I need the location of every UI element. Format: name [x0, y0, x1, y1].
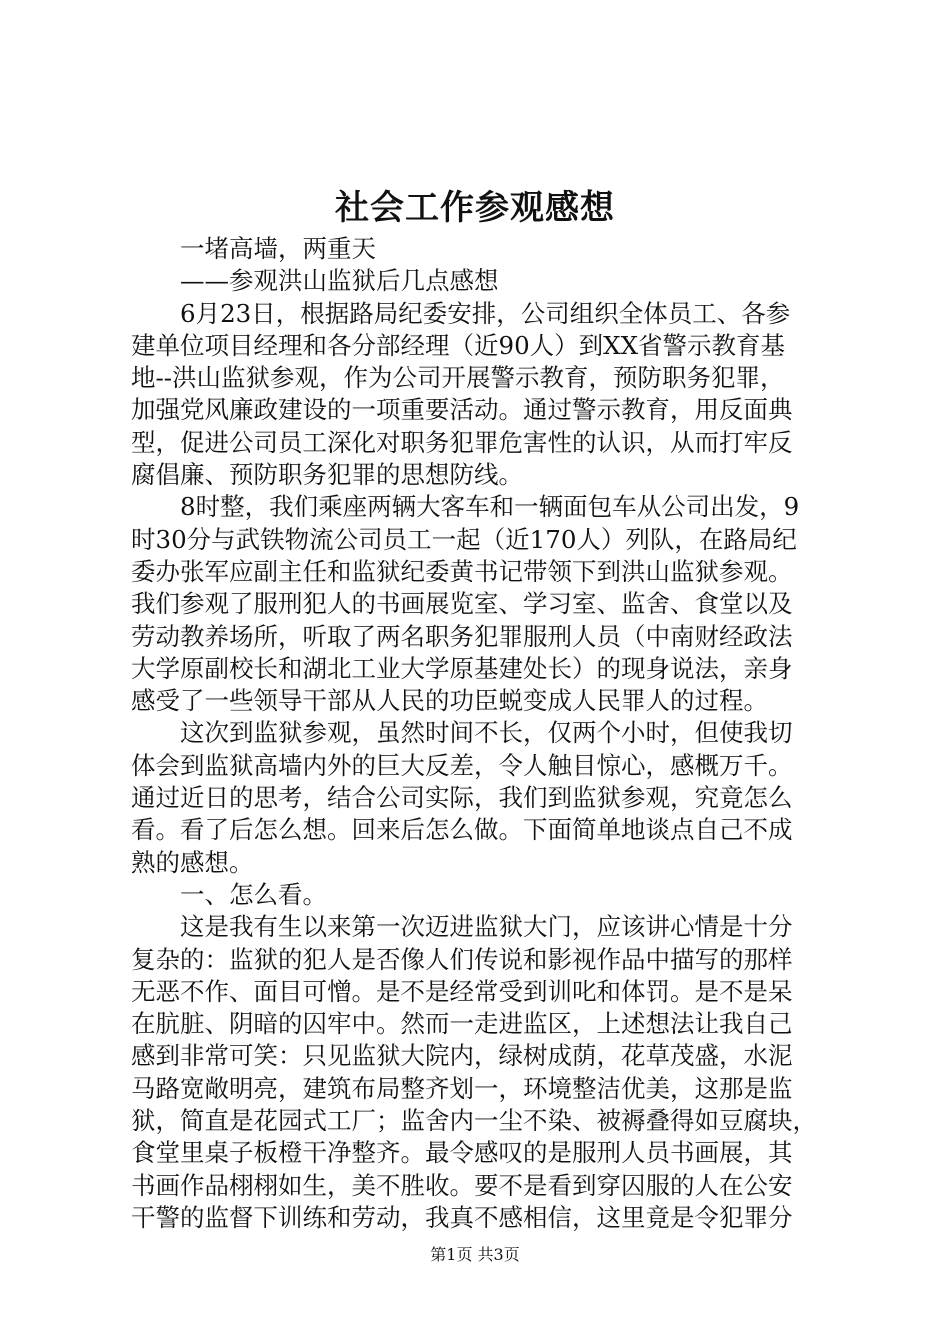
text-line: 型，促进公司员工深化对职务犯罪危害性的认识，从而打牢反: [131, 427, 793, 457]
document-body: [131, 233, 831, 1234]
text-line: 狱，简直是花园式工厂；监舍内一尘不染、被褥叠得如豆腐块，: [131, 1106, 817, 1136]
text-line: 这次到监狱参观，虽然时间不长，仅两个小时，但使我切: [180, 718, 793, 748]
text-line: 腐倡廉、预防职务犯罪的思想防线。: [131, 460, 523, 490]
text-line: 体会到监狱高墙内外的巨大反差，令人触目惊心，感概万千。: [131, 750, 793, 780]
text-line: 我们参观了服刑犯人的书画展览室、学习室、监舍、食堂以及: [131, 589, 793, 619]
text-line: 感到非常可笑：只见监狱大院内，绿树成荫，花草茂盛，水泥: [131, 1041, 793, 1071]
text-line: 6月23日，根据路局纪委安排，公司组织全体员工、各参: [180, 298, 791, 328]
text-line: 8时整，我们乘座两辆大客车和一辆面包车从公司出发，9: [180, 492, 800, 522]
text-line: ——参观洪山监狱后几点感想: [180, 266, 499, 296]
text-line: 复杂的：监狱的犯人是否像人们传说和影视作品中描写的那样: [131, 944, 793, 974]
text-line: 大学原副校长和湖北工业大学原基建处长）的现身说法，亲身: [131, 653, 793, 683]
text-line: 马路宽敞明亮，建筑布局整齐划一，环境整洁优美，这那是监: [131, 1073, 793, 1103]
text-line: 干警的监督下训练和劳动，我真不感相信，这里竟是令犯罪分: [131, 1202, 793, 1232]
text-line: 熟的感想。: [131, 847, 254, 877]
text-line: 加强党风廉政建设的一项重要活动。通过警示教育，用反面典: [131, 395, 793, 425]
text-line: 时30分与武铁物流公司员工一起（近170人）列队，在路局纪: [131, 524, 797, 554]
text-line: 看。看了后怎么想。回来后怎么做。下面简单地谈点自己不成: [131, 815, 793, 845]
text-line: 一、怎么看。: [180, 879, 327, 909]
text-line: 劳动教养场所，听取了两名职务犯罪服刑人员（中南财经政法: [131, 621, 793, 651]
text-line: 一堵高墙，两重天: [180, 234, 376, 263]
text-line: 地--洪山监狱参观，作为公司开展警示教育，预防职务犯罪，: [131, 363, 785, 393]
text-line: 这是我有生以来第一次迈进监狱大门，应该讲心情是十分: [180, 912, 793, 942]
text-line: 感受了一些领导干部从人民的功臣蜕变成人民罪人的过程。: [131, 686, 768, 716]
text-line: 在肮脏、阴暗的囚牢中。然而一走进监区，上述想法让我自己: [131, 1009, 793, 1039]
document-title: 社会工作参观感想: [335, 188, 615, 228]
text-line: 书画作品栩栩如生，美不胜收。要不是看到穿囚服的人在公安: [131, 1170, 793, 1200]
page-footer: 第1页 共3页: [430, 1245, 520, 1264]
text-line: 无恶不作、面目可憎。是不是经常受到训叱和体罚。是不是呆: [131, 976, 793, 1006]
text-line: 委办张军应副主任和监狱纪委黄书记带领下到洪山监狱参观。: [131, 556, 793, 586]
text-line: 建单位项目经理和各分部经理（近90人）到XX省警示教育基: [131, 330, 786, 360]
text-line: 食堂里桌子板橙干净整齐。最令感叹的是服刑人员书画展，其: [131, 1138, 793, 1168]
text-line: 通过近日的思考，结合公司实际，我们到监狱参观，究竟怎么: [131, 783, 793, 813]
